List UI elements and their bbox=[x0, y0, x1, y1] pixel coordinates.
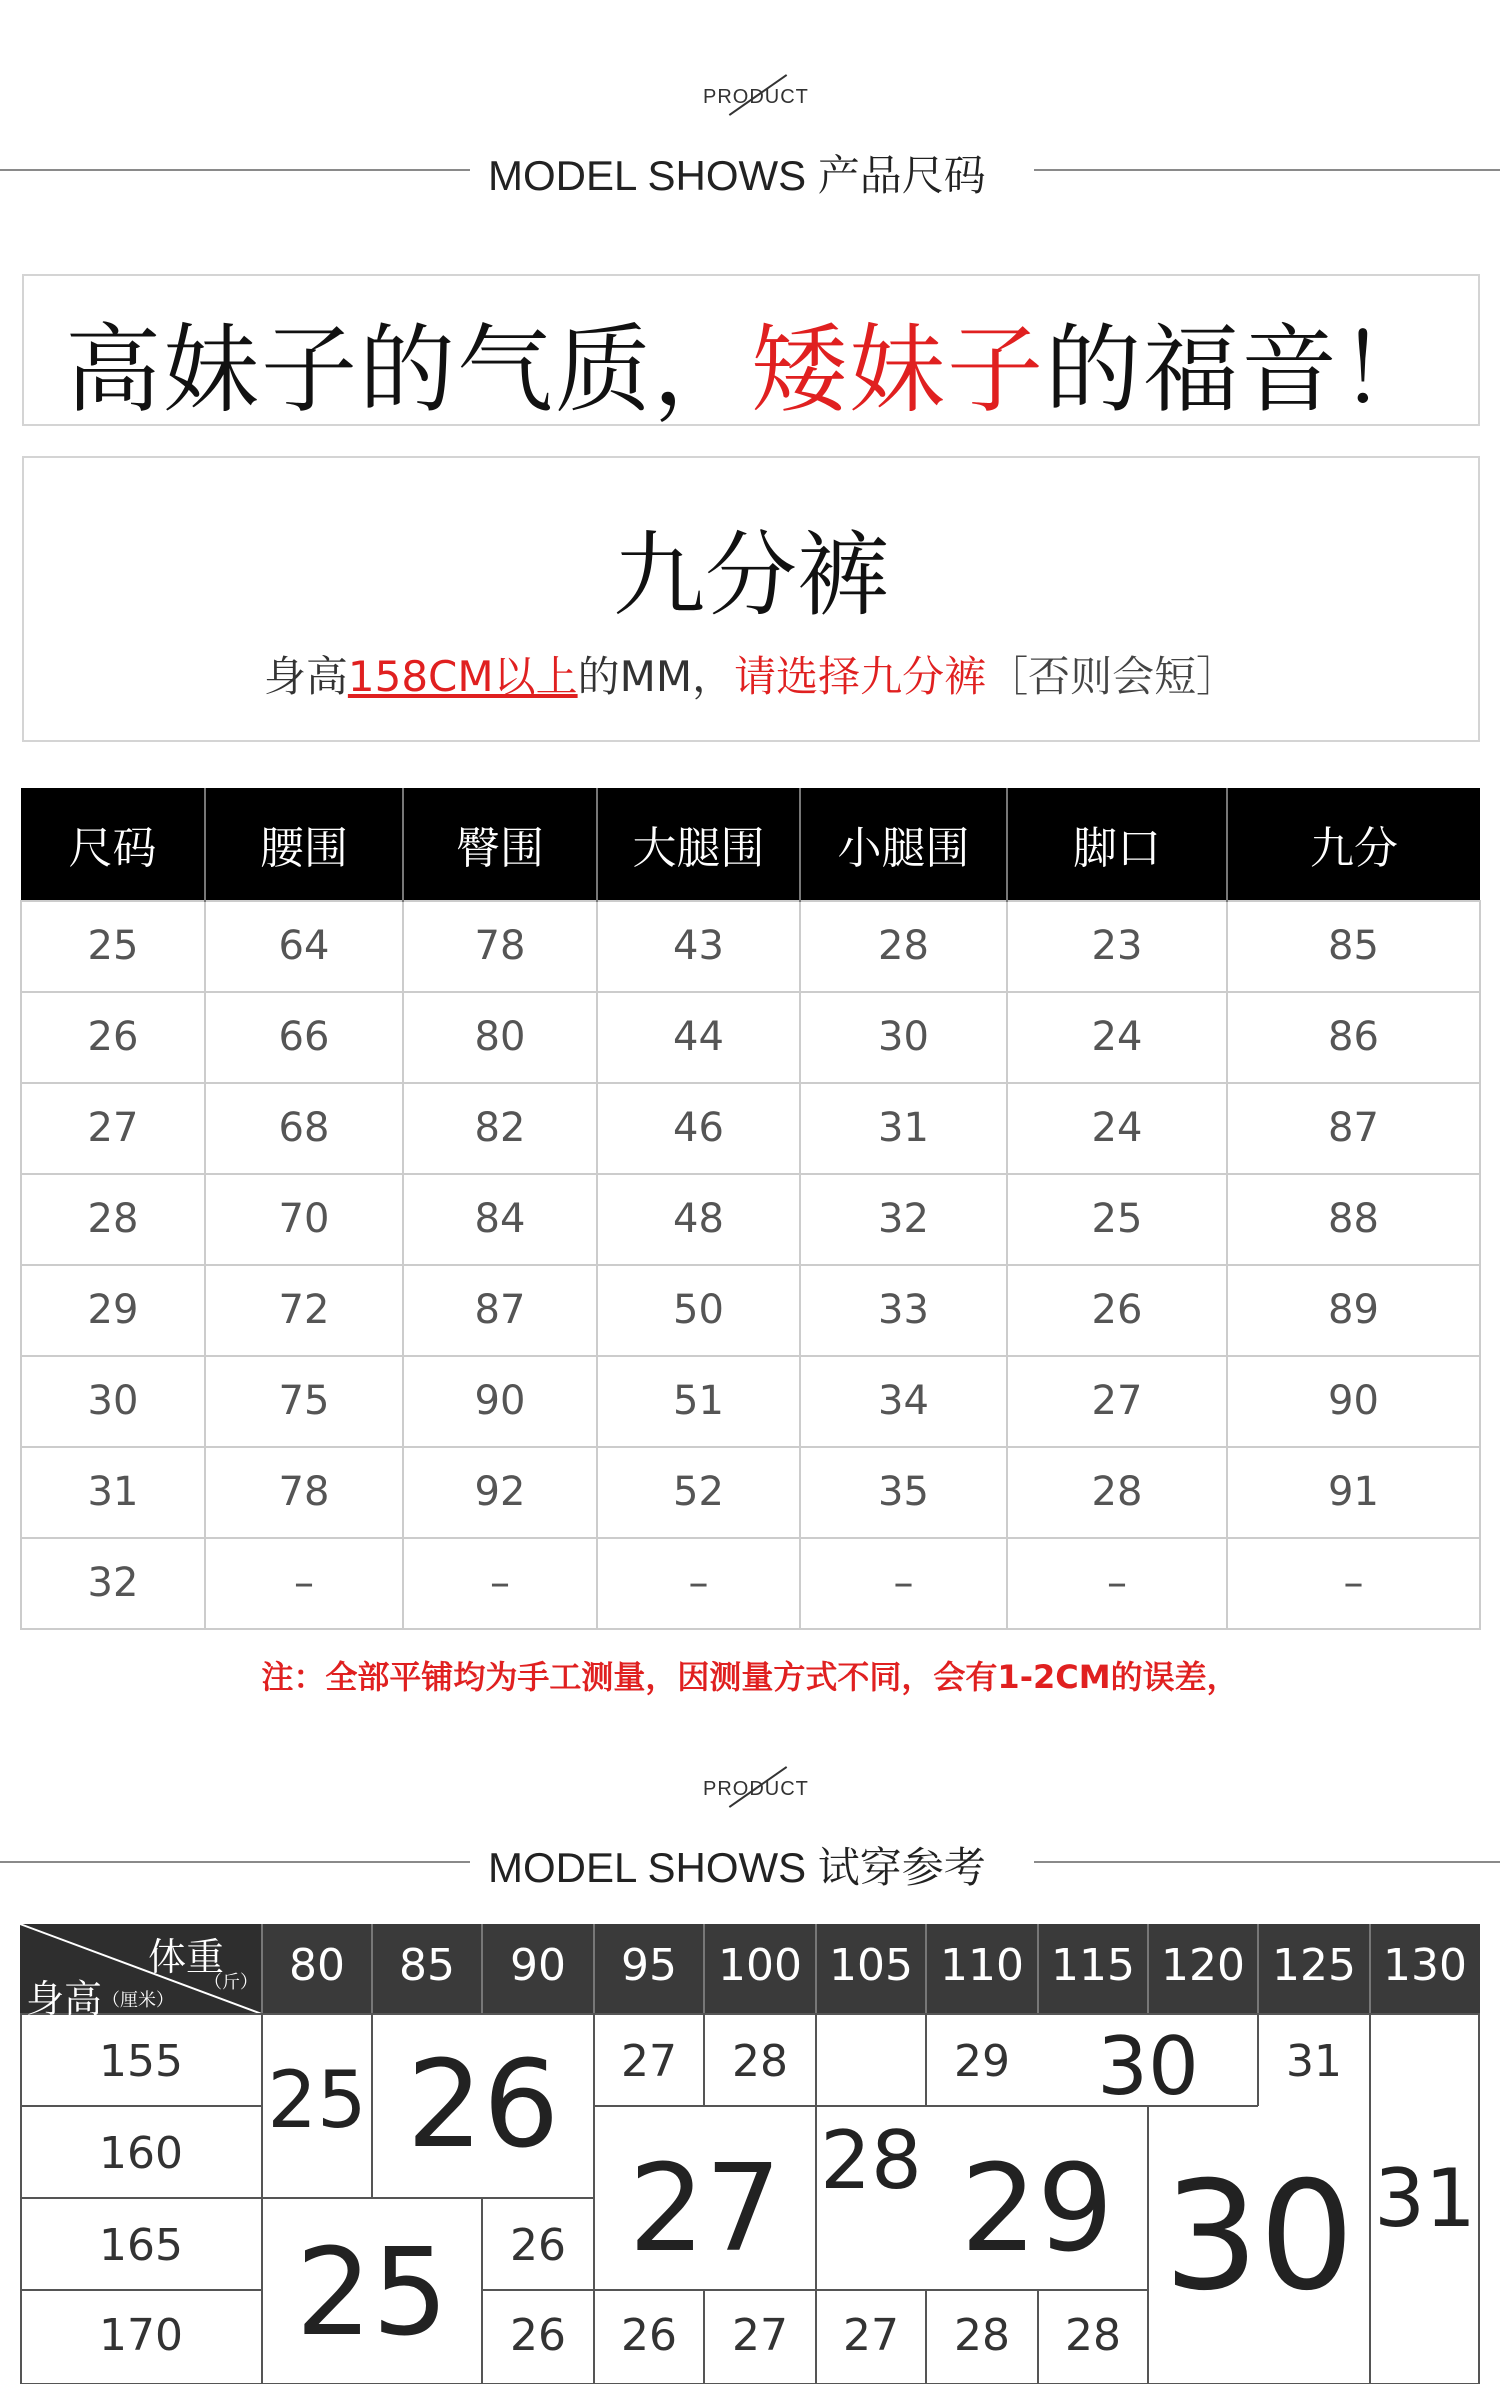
fit-row4-cell: 27 bbox=[843, 2310, 899, 2361]
fit-size-26-cell: 26 bbox=[510, 2220, 566, 2271]
height-unit: （厘米） bbox=[102, 1990, 174, 2011]
header-thigh: 大腿围 bbox=[597, 788, 800, 901]
table-row bbox=[21, 1538, 1480, 1629]
table-row bbox=[21, 992, 1480, 1083]
height-155: 155 bbox=[99, 2036, 183, 2087]
weight-120: 120 bbox=[1161, 1940, 1245, 1991]
weight-115: 115 bbox=[1051, 1940, 1135, 1991]
weight-95: 95 bbox=[621, 1940, 677, 1991]
note-part-3: 的MM， bbox=[577, 652, 735, 701]
table-row bbox=[21, 901, 1480, 992]
weight-label: 体重 bbox=[148, 1935, 225, 1979]
cell: 33 bbox=[800, 1265, 1007, 1356]
section-title: MODEL SHOWS 试穿参考 bbox=[488, 1844, 986, 1891]
table-row bbox=[21, 1174, 1480, 1265]
cell: 85 bbox=[1227, 901, 1480, 992]
cell: 27 bbox=[1007, 1356, 1227, 1447]
cell: 28 bbox=[1007, 1447, 1227, 1538]
cell: 78 bbox=[205, 1447, 403, 1538]
slogan-part-2: 矮妹子 bbox=[751, 314, 1045, 426]
cell: 26 bbox=[1007, 1265, 1227, 1356]
fit-size-29-large: 29 bbox=[960, 2140, 1114, 2279]
cell: 44 bbox=[597, 992, 800, 1083]
cell: – bbox=[1227, 1538, 1480, 1629]
cell: 84 bbox=[403, 1174, 597, 1265]
cell: 24 bbox=[1007, 992, 1227, 1083]
pants-title: 九分裤 bbox=[612, 522, 889, 629]
weight-100: 100 bbox=[718, 1940, 802, 1991]
cell: 51 bbox=[597, 1356, 800, 1447]
fit-size-28-tall: 28 bbox=[820, 2114, 922, 2207]
header-length: 九分 bbox=[1227, 788, 1480, 901]
fit-size-29-cell: 29 bbox=[954, 2036, 1010, 2087]
cell: 80 bbox=[403, 992, 597, 1083]
header-waist: 腰围 bbox=[205, 788, 403, 901]
cell: 70 bbox=[205, 1174, 403, 1265]
cell: 92 bbox=[403, 1447, 597, 1538]
height-label: 身高 bbox=[26, 1977, 103, 2021]
pants-note-line bbox=[24, 644, 1478, 704]
cell: 64 bbox=[205, 901, 403, 992]
cell: 89 bbox=[1227, 1265, 1480, 1356]
fit-reference-grid bbox=[20, 1924, 1480, 2363]
fit-row4-cell: 26 bbox=[621, 2310, 677, 2361]
cell: 50 bbox=[597, 1265, 800, 1356]
fit-size-25-small: 25 bbox=[267, 2056, 367, 2146]
cell: 82 bbox=[403, 1083, 597, 1174]
measurement-note: 注：全部平铺均为手工测量，因测量方式不同，会有1-2CM的误差， bbox=[261, 1658, 1239, 1696]
header-hip: 臀围 bbox=[403, 788, 597, 901]
note-part-4: 请选择九分裤 bbox=[734, 652, 987, 701]
fit-size-31-cell: 31 bbox=[1286, 2036, 1342, 2087]
fit-size-30-cell: 30 bbox=[1097, 2020, 1199, 2113]
weight-header-row bbox=[20, 1940, 1480, 2000]
cell: – bbox=[403, 1538, 597, 1629]
height-160: 160 bbox=[99, 2128, 183, 2179]
weight-85: 85 bbox=[399, 1940, 455, 1991]
fit-size-31-tall: 31 bbox=[1374, 2152, 1476, 2245]
size-table bbox=[20, 788, 1481, 1630]
cell: 46 bbox=[597, 1083, 800, 1174]
cell: 87 bbox=[403, 1265, 597, 1356]
weight-unit: （斤） bbox=[204, 1972, 258, 1993]
cell: 66 bbox=[205, 992, 403, 1083]
cell: 25 bbox=[1007, 1174, 1227, 1265]
cell: – bbox=[1007, 1538, 1227, 1629]
cell: 78 bbox=[403, 901, 597, 992]
cell: 27 bbox=[21, 1083, 205, 1174]
pants-info-box bbox=[22, 456, 1480, 742]
cell: – bbox=[597, 1538, 800, 1629]
product-label: PRODUCT bbox=[703, 1778, 809, 1800]
cell: 75 bbox=[205, 1356, 403, 1447]
divider-right bbox=[1034, 1861, 1500, 1863]
cell: 24 bbox=[1007, 1083, 1227, 1174]
header-calf: 小腿围 bbox=[800, 788, 1007, 901]
table-row bbox=[21, 1265, 1480, 1356]
weight-90: 90 bbox=[510, 1940, 566, 1991]
cell: 52 bbox=[597, 1447, 800, 1538]
fit-size-27-cell: 27 bbox=[621, 2036, 677, 2087]
cell: 30 bbox=[21, 1356, 205, 1447]
weight-110: 110 bbox=[940, 1940, 1024, 1991]
fit-row4-cell: 28 bbox=[1065, 2310, 1121, 2361]
size-table-header bbox=[21, 788, 1480, 901]
height-165: 165 bbox=[99, 2220, 183, 2271]
cell: 48 bbox=[597, 1174, 800, 1265]
slogan-part-1: 高妹子的气质， bbox=[65, 314, 751, 426]
fit-row4-cell: 26 bbox=[510, 2310, 566, 2361]
weight-125: 125 bbox=[1272, 1940, 1356, 1991]
table-row bbox=[21, 1083, 1480, 1174]
cell: 29 bbox=[21, 1265, 205, 1356]
cell: 28 bbox=[21, 1174, 205, 1265]
height-170: 170 bbox=[99, 2310, 183, 2361]
product-label: PRODUCT bbox=[703, 86, 809, 108]
weight-130: 130 bbox=[1383, 1940, 1467, 1991]
cell: 68 bbox=[205, 1083, 403, 1174]
cell: 86 bbox=[1227, 992, 1480, 1083]
fit-size-26-large: 26 bbox=[406, 2036, 560, 2175]
cell: 87 bbox=[1227, 1083, 1480, 1174]
cell: 91 bbox=[1227, 1447, 1480, 1538]
fit-size-28-cell: 28 bbox=[732, 2036, 788, 2087]
section-title: MODEL SHOWS 产品尺码 bbox=[488, 152, 986, 199]
slogan-part-3: 的福音！ bbox=[1045, 314, 1437, 426]
slogan-text bbox=[24, 294, 1478, 431]
cell: 30 bbox=[800, 992, 1007, 1083]
fit-size-30-large: 30 bbox=[1163, 2150, 1355, 2324]
cell: 25 bbox=[21, 901, 205, 992]
cell: 26 bbox=[21, 992, 205, 1083]
cell: 43 bbox=[597, 901, 800, 992]
cell: – bbox=[800, 1538, 1007, 1629]
table-row bbox=[21, 1356, 1480, 1447]
weight-105: 105 bbox=[829, 1940, 913, 1991]
cell: 32 bbox=[21, 1538, 205, 1629]
cell: – bbox=[205, 1538, 403, 1629]
cell: 90 bbox=[403, 1356, 597, 1447]
cell: 28 bbox=[800, 901, 1007, 992]
divider-left bbox=[0, 169, 470, 171]
fit-size-25-large: 25 bbox=[295, 2224, 449, 2363]
fit-row4-cell: 28 bbox=[954, 2310, 1010, 2361]
divider-left bbox=[0, 1861, 470, 1863]
cell: 32 bbox=[800, 1174, 1007, 1265]
divider-right bbox=[1034, 169, 1500, 171]
cell: 31 bbox=[800, 1083, 1007, 1174]
cell: 88 bbox=[1227, 1174, 1480, 1265]
cell: 23 bbox=[1007, 901, 1227, 992]
header-hem: 脚口 bbox=[1007, 788, 1227, 901]
fit-row4-cell: 27 bbox=[732, 2310, 788, 2361]
cell: 72 bbox=[205, 1265, 403, 1356]
cell: 90 bbox=[1227, 1356, 1480, 1447]
weight-80: 80 bbox=[289, 1940, 345, 1991]
table-row bbox=[21, 1447, 1480, 1538]
slogan-banner bbox=[22, 274, 1480, 426]
cell: 34 bbox=[800, 1356, 1007, 1447]
header-size: 尺码 bbox=[21, 788, 205, 901]
cell: 31 bbox=[21, 1447, 205, 1538]
note-part-2: 158CM以上 bbox=[347, 652, 578, 701]
cell: 35 bbox=[800, 1447, 1007, 1538]
fit-size-27-large: 27 bbox=[628, 2140, 782, 2279]
note-part-1: 身高 bbox=[263, 652, 348, 701]
note-part-5: ［否则会短］ bbox=[986, 652, 1239, 701]
